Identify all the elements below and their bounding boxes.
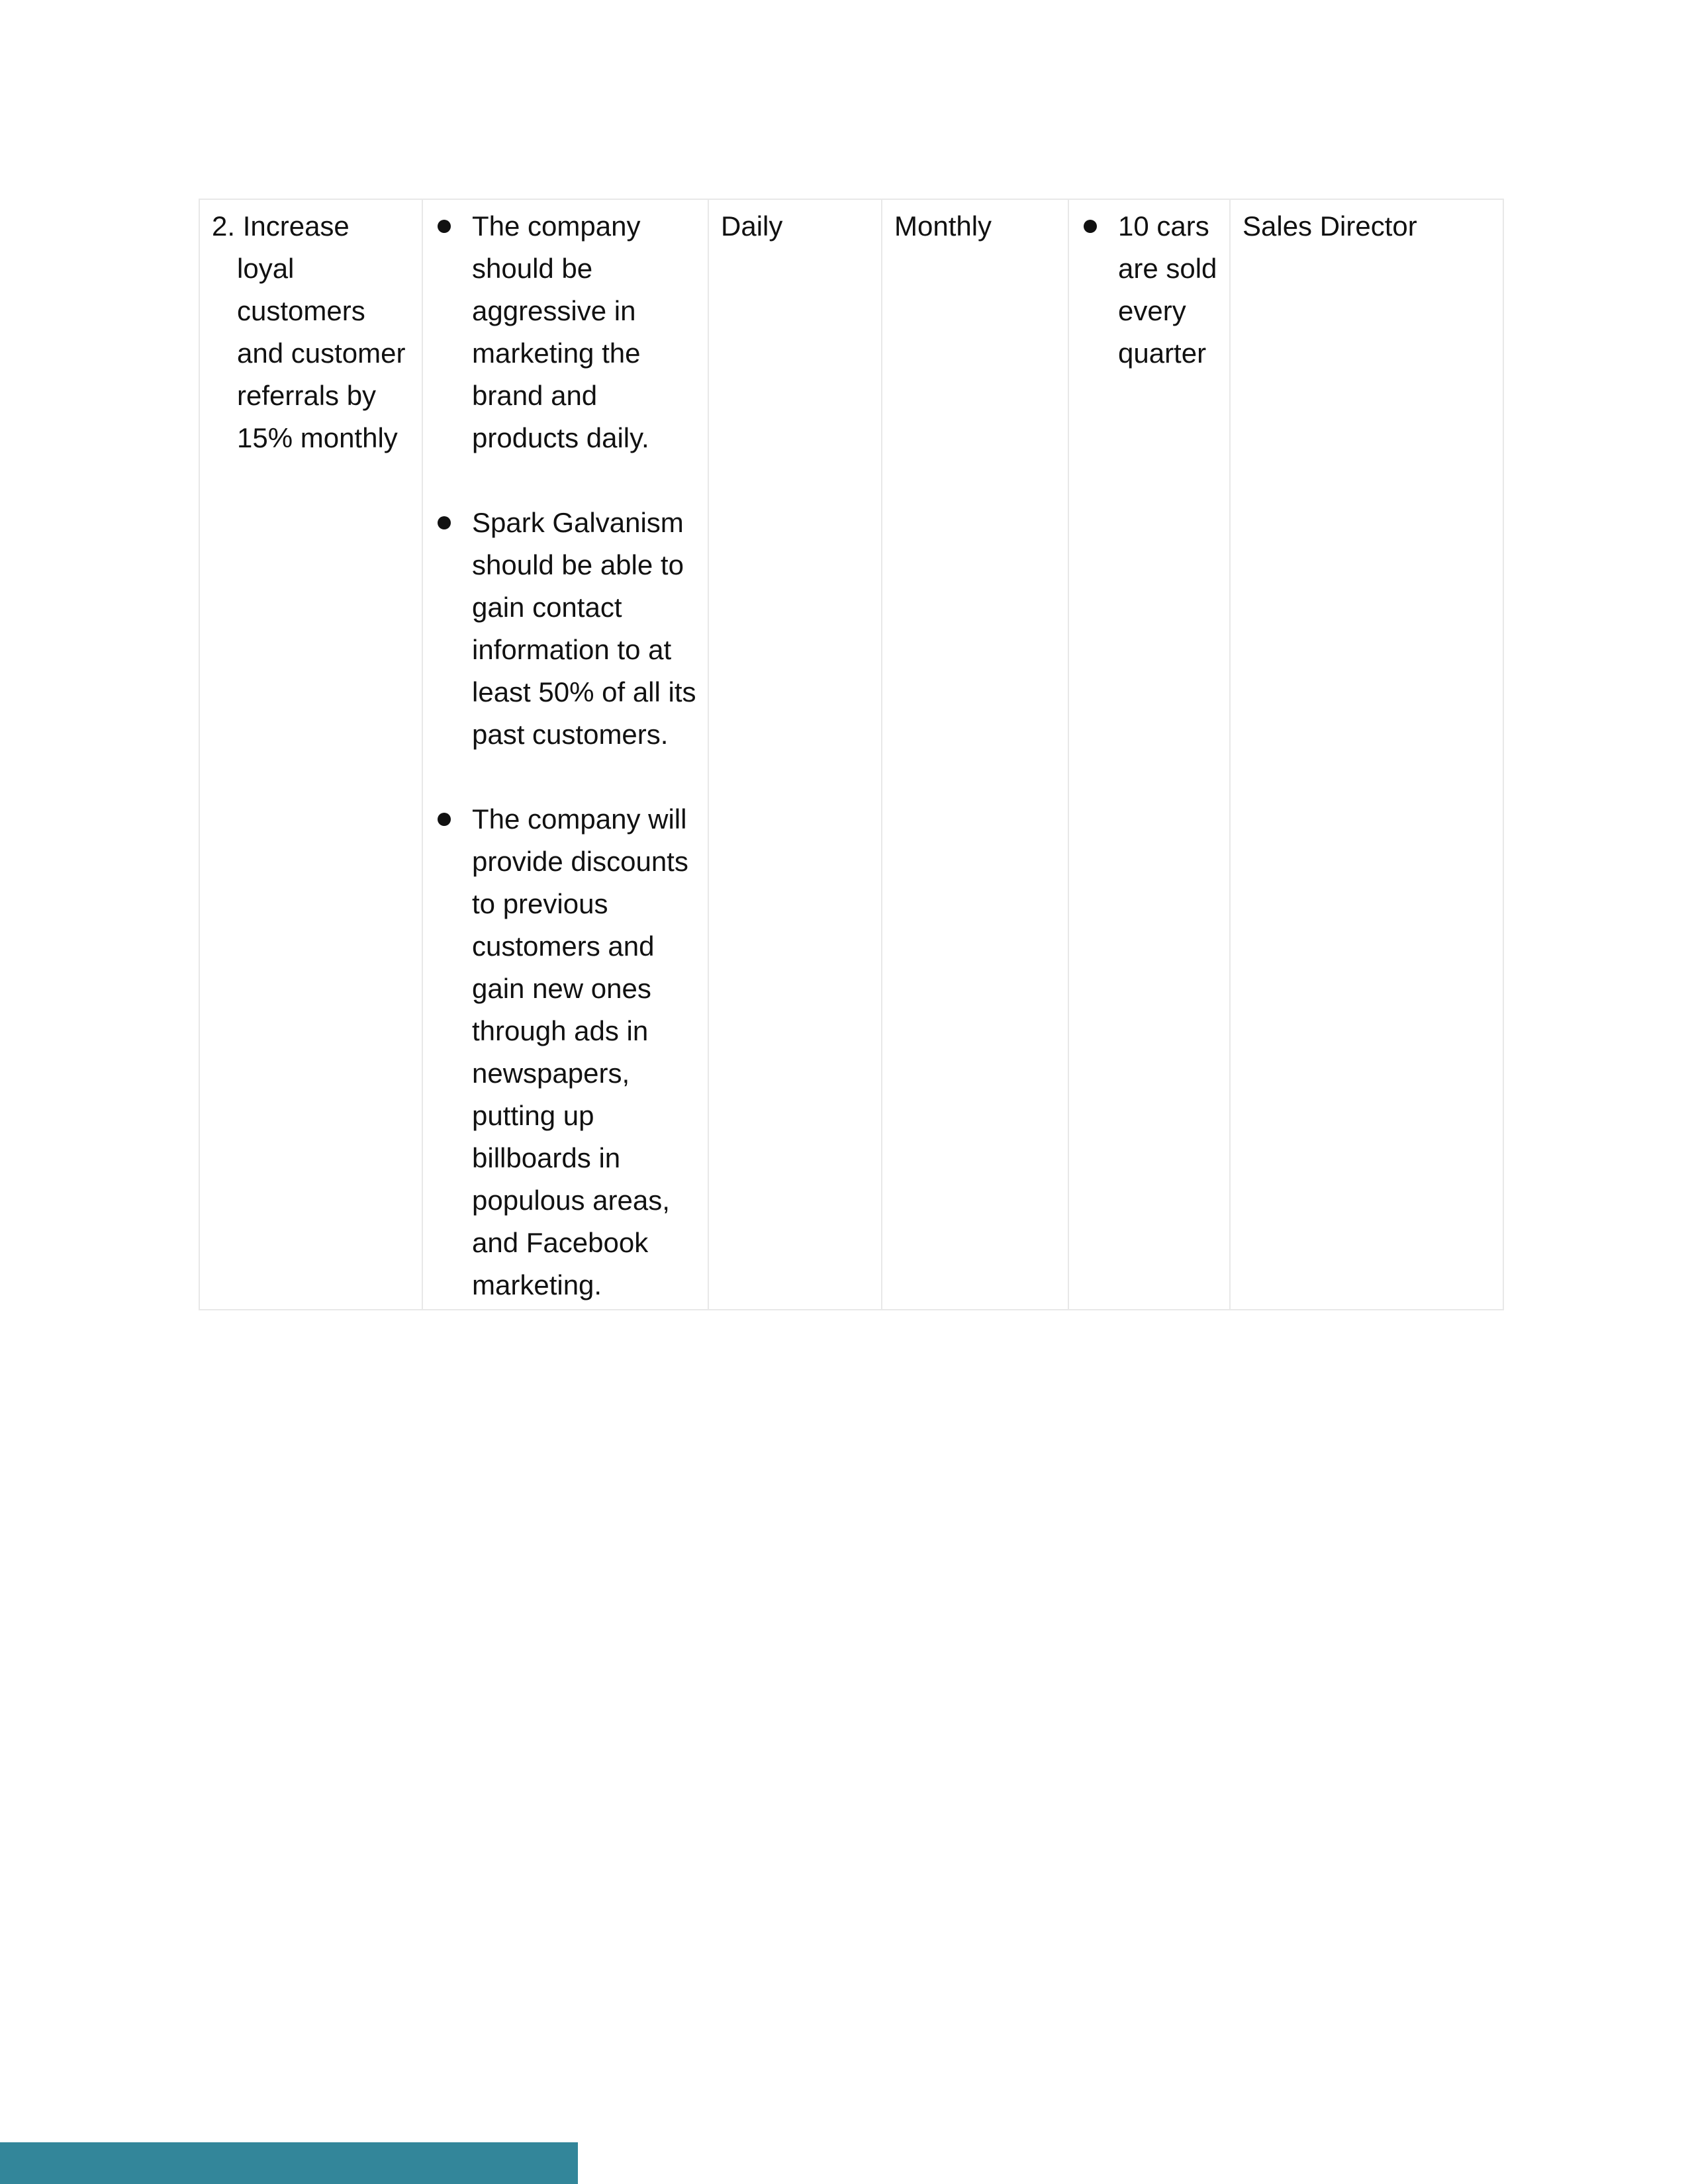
strategies-list	[435, 205, 697, 1306]
review-text: Monthly	[894, 210, 992, 242]
table-row	[199, 199, 1503, 1310]
bullet-icon	[438, 516, 451, 529]
strategy-text: Spark Galvanism should be able to gain contact information to at least 50% of all its past customers.	[472, 507, 696, 750]
footer-accent-bar	[0, 2142, 578, 2184]
objective-text: 2. Increase loyal customers and customer referrals by 15% monthly	[212, 210, 406, 453]
objective-cell	[199, 199, 422, 1310]
action-plan-table	[199, 199, 1504, 1310]
bullet-icon	[1084, 220, 1097, 233]
strategy-text: The company should be aggressive in marketing the brand and products daily.	[472, 210, 649, 453]
kpi-cell	[1068, 199, 1230, 1310]
owner-cell	[1230, 199, 1503, 1310]
strategies-cell	[422, 199, 708, 1310]
list-item	[1081, 205, 1219, 375]
bullet-icon	[438, 220, 451, 233]
strategy-text: The company will provide discounts to previous customers and gain new ones through ads in newspapers, putting up billboards in populous areas, and Facebook marketing.	[472, 803, 688, 1300]
list-item	[435, 798, 697, 1306]
frequency-text: Daily	[721, 210, 783, 242]
list-item	[435, 205, 697, 459]
frequency-cell	[708, 199, 882, 1310]
kpi-text: 10 cars are sold every quarter	[1118, 210, 1217, 369]
bullet-icon	[438, 813, 451, 826]
kpi-list	[1081, 205, 1219, 375]
list-item	[435, 502, 697, 756]
review-cell	[882, 199, 1068, 1310]
owner-text: Sales Director	[1243, 210, 1417, 242]
